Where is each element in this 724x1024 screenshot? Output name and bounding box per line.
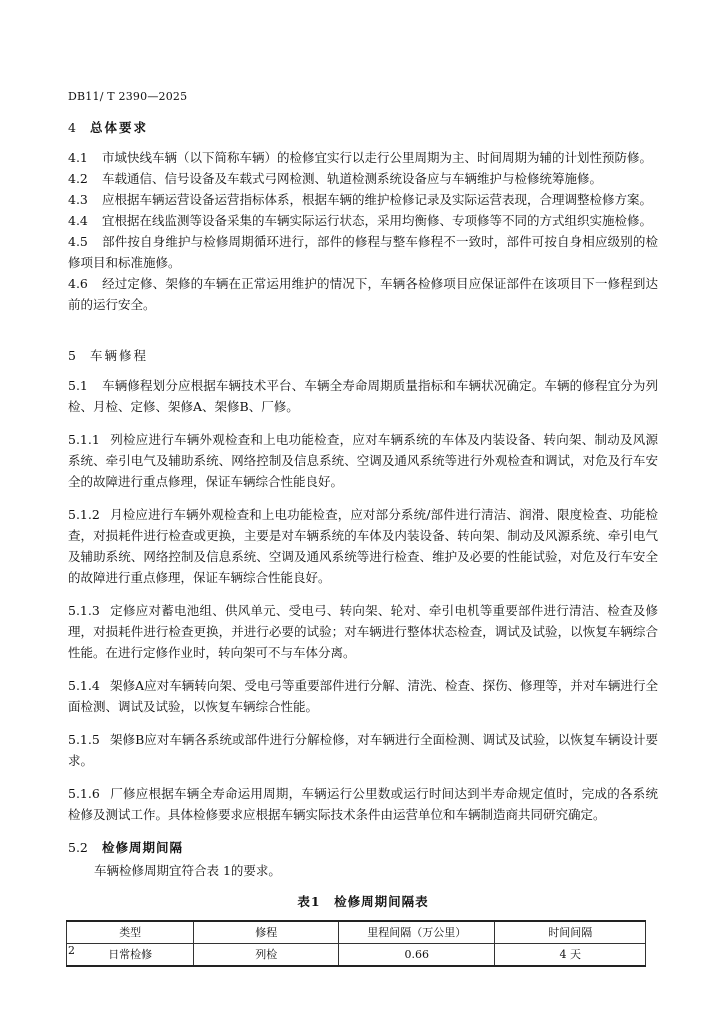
clause-4-3 <box>68 189 658 210</box>
clause-4-6 <box>68 273 658 315</box>
clause-4-2 <box>68 168 658 189</box>
clause-text: 车载通信、信号设备及车载式弓网检测、轨道检测系统设备应与车辆维护与检修统筹施修。 <box>102 171 603 186</box>
clause-text: 部件按自身维护与检修周期循环进行，部件的修程与整车修程不一致时，部件可按自身相应级别的检修项目和标准施修。 <box>68 234 658 270</box>
clause-number: 5.2 <box>68 840 88 855</box>
clause-5-1-1 <box>68 429 658 492</box>
clause-text: 车辆修程划分应根据车辆技术平台、车辆全寿命周期质量指标和车辆状况确定。车辆的修程宜分为列检、月检、定修、架修A、架修B、厂修。 <box>68 378 658 414</box>
clause-text: 架修B应对车辆各系统或部件进行分解检修，对车辆进行全面检测、调试及试验，以恢复车辆设计要求。 <box>68 732 658 768</box>
clause-number: 4.6 <box>68 276 88 291</box>
clause-number: 5.1.5 <box>68 732 100 747</box>
table-header-cell: 类型 <box>67 921 194 944</box>
table-cell: 列检 <box>194 944 339 967</box>
clause-text: 定修应对蓄电池组、供风单元、受电弓、转向架、轮对、牵引电机等重要部件进行清洁、检查及修理，对损耗件进行检查更换，并进行必要的试验；对车辆进行整体状态检查，调试及试验，以恢复车辆综合性能。在进行定修作业时，转向架可不与车体分离。 <box>68 603 658 660</box>
clause-5-1-5 <box>68 729 658 771</box>
clause-text: 月检应进行车辆外观检查和上电功能检查，应对部分系统/部件进行清洁、润滑、限度检查、功能检查，对损耗件进行检查或更换，主要是对车辆系统的车体及内装设备、转向架、制动及风源系统、牵引电气及辅助系统、网络控制及信息系统、空调及通风系统等进行检查、维护及必要的性能试验，对危及行车安全的故障进行重点修理，保证车辆综合性能良好。 <box>68 507 658 585</box>
clause-text: 经过定修、架修的车辆在正常运用维护的情况下，车辆各检修项目应保证部件在该项目下一修程到达前的运行安全。 <box>68 276 658 312</box>
clause-5-1-2 <box>68 504 658 588</box>
section-4-heading <box>68 117 658 138</box>
table-header-cell: 修程 <box>194 921 339 944</box>
clause-4-4 <box>68 210 658 231</box>
table-cell: 4 天 <box>495 944 646 967</box>
clause-4-5 <box>68 231 658 273</box>
table-row <box>67 944 646 967</box>
clause-number: 4.5 <box>68 234 88 249</box>
clause-number: 5.1.4 <box>68 678 100 693</box>
clause-number: 5.1.3 <box>68 603 100 618</box>
clause-title: 检修周期间隔 <box>101 840 183 855</box>
clause-5-1-3 <box>68 600 658 663</box>
inspection-interval-table <box>66 920 646 967</box>
section-title: 车辆修程 <box>89 348 148 363</box>
clause-5-1-4 <box>68 675 658 717</box>
clause-5-2-text: 车辆检修周期宜符合表 1的要求。 <box>94 863 281 878</box>
table-cell: 0.66 <box>339 944 495 967</box>
clause-number: 4.1 <box>68 150 88 165</box>
clause-number: 5.1.1 <box>68 432 100 447</box>
clause-text: 应根据车辆运营设备运营指标体系，根据车辆的维护检修记录及实际运营表现，合理调整检修方案。 <box>102 192 653 207</box>
clause-number: 4.2 <box>68 171 88 186</box>
clause-text: 列检应进行车辆外观检查和上电功能检查，应对车辆系统的车体及内装设备、转向架、制动及风源系统、牵引电气及辅助系统、网络控制及信息系统、空调及通风系统等进行外观检查和调试，对危及行车安全的故障进行重点修理，保证车辆综合性能良好。 <box>68 432 658 489</box>
clause-number: 5.1.2 <box>68 507 100 522</box>
section-5-heading <box>68 345 658 366</box>
page-number: 2 <box>68 944 75 957</box>
table-header-row <box>67 921 646 944</box>
section-number: 4 <box>68 120 76 135</box>
clause-4-1 <box>68 147 658 168</box>
table-cell: 日常检修 <box>67 944 194 967</box>
clause-text: 市域快线车辆（以下简称车辆）的检修宜实行以走行公里周期为主、时间周期为辅的计划性预防修。 <box>102 150 653 165</box>
document-code: DB11/ T 2390—2025 <box>68 90 188 103</box>
clause-number: 4.4 <box>68 213 88 228</box>
clause-5-1 <box>68 375 658 417</box>
section-number: 5 <box>68 348 76 363</box>
document-body <box>68 117 658 967</box>
clause-5-2-heading <box>68 837 658 858</box>
clause-5-1-6 <box>68 783 658 825</box>
table-header-cell: 里程间隔（万公里） <box>339 921 495 944</box>
clause-text: 架修A应对车辆转向架、受电弓等重要部件进行分解、清洗、检查、探伤、修理等，并对车辆进行全面检测、调试及试验，以恢复车辆综合性能。 <box>68 678 658 714</box>
table-header-cell: 时间间隔 <box>495 921 646 944</box>
table-caption: 表1 检修周期间隔表 <box>297 894 429 909</box>
clause-number: 4.3 <box>68 192 88 207</box>
clause-number: 5.1 <box>68 378 88 393</box>
clause-text: 厂修应根据车辆全寿命运用周期，车辆运行公里数或运行时间达到半寿命规定值时，完成的各系统检修及测试工作。具体检修要求应根据车辆实际技术条件由运营单位和车辆制造商共同研究确定。 <box>68 786 658 822</box>
section-title: 总体要求 <box>89 120 148 135</box>
clause-number: 5.1.6 <box>68 786 100 801</box>
clause-text: 宜根据在线监测等设备采集的车辆实际运行状态，采用均衡修、专项修等不同的方式组织实施检修。 <box>102 213 653 228</box>
